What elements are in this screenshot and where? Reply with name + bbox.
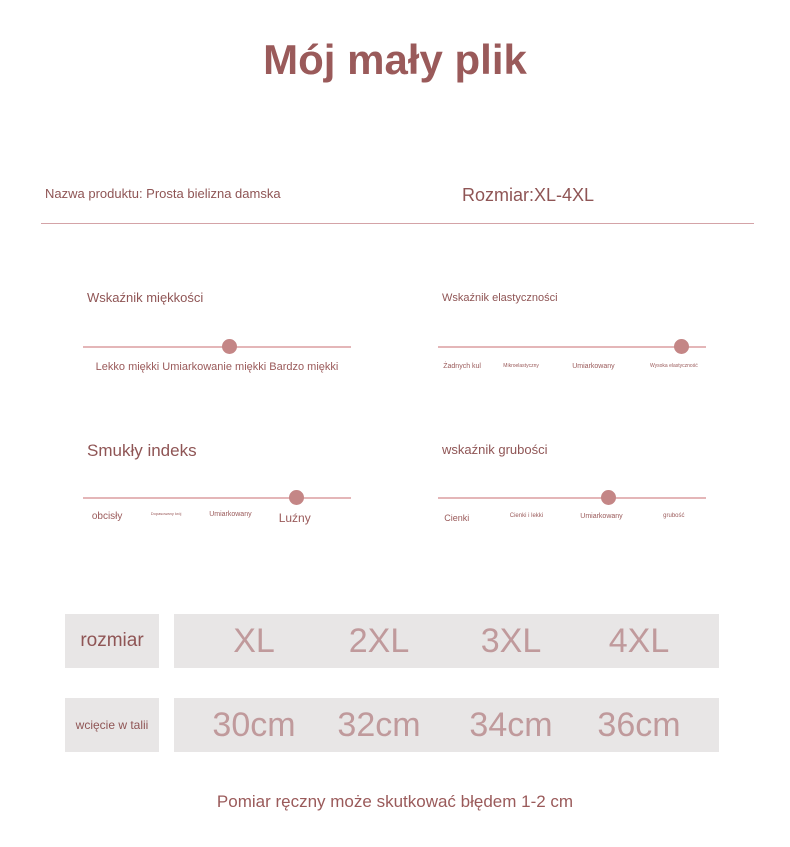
measurement-note: Pomiar ręczny może skutkować błędem 1-2 cm bbox=[216, 792, 574, 811]
slim-track bbox=[83, 497, 351, 499]
softness-label: Wskaźnik miękkości bbox=[87, 290, 204, 305]
waist-cell: 32cm bbox=[337, 705, 421, 744]
waist-row-values bbox=[174, 698, 719, 752]
slim-tick: Luźny bbox=[278, 511, 311, 525]
thickness-track bbox=[438, 497, 706, 499]
page-title: Mój mały plik bbox=[263, 36, 527, 83]
elasticity-tick: Wysoka elastyczność bbox=[649, 363, 698, 369]
size-cell: 4XL bbox=[608, 621, 670, 660]
waist-cell: 36cm bbox=[597, 705, 681, 744]
size-row-label: rozmiar bbox=[65, 614, 159, 668]
size-cell: XL bbox=[233, 621, 275, 660]
waist-cell: 34cm bbox=[469, 705, 553, 744]
size-row-values bbox=[174, 614, 719, 668]
elasticity-tick: Mikroelastyczny bbox=[503, 363, 539, 369]
softness-track bbox=[83, 346, 351, 348]
waist-cell: 30cm bbox=[212, 705, 296, 744]
slim-tick: Umiarkowany bbox=[209, 511, 252, 518]
elasticity-track bbox=[438, 346, 706, 348]
elasticity-tick: Umiarkowany bbox=[572, 363, 615, 370]
slim-gauge bbox=[83, 441, 353, 541]
size-cell: 2XL bbox=[348, 621, 410, 660]
thickness-tick: grubość bbox=[663, 513, 685, 519]
thickness-tick: Umiarkowany bbox=[580, 513, 623, 520]
elasticity-label: Wskaźnik elastyczności bbox=[442, 292, 558, 304]
softness-knob bbox=[222, 339, 237, 354]
elasticity-gauge bbox=[438, 292, 708, 392]
thickness-knob bbox=[601, 490, 616, 505]
header-divider bbox=[41, 223, 754, 224]
product-name: Nazwa produktu: Prosta bielizna damska bbox=[45, 186, 281, 201]
waist-row-label: wcięcie w talii bbox=[65, 698, 159, 752]
thickness-label: wskaźnik grubości bbox=[442, 442, 548, 457]
product-size-range: Rozmiar:XL-4XL bbox=[462, 185, 595, 205]
slim-label: Smukły indeks bbox=[87, 441, 197, 460]
thickness-tick: Cienki i lekki bbox=[509, 513, 544, 519]
elasticity-knob bbox=[674, 339, 689, 354]
softness-tick: Lekko miękki Umiarkowanie miękki Bardzo miękki bbox=[95, 361, 339, 373]
thickness-gauge bbox=[438, 442, 708, 542]
softness-gauge bbox=[83, 290, 353, 390]
elasticity-tick: Żadnych kul bbox=[443, 363, 481, 370]
size-cell: 3XL bbox=[480, 621, 542, 660]
slim-tick: Dopasowany krój bbox=[150, 511, 182, 516]
slim-knob bbox=[289, 490, 304, 505]
thickness-tick: Cienki bbox=[444, 513, 470, 523]
slim-tick: obcisły bbox=[91, 511, 123, 522]
